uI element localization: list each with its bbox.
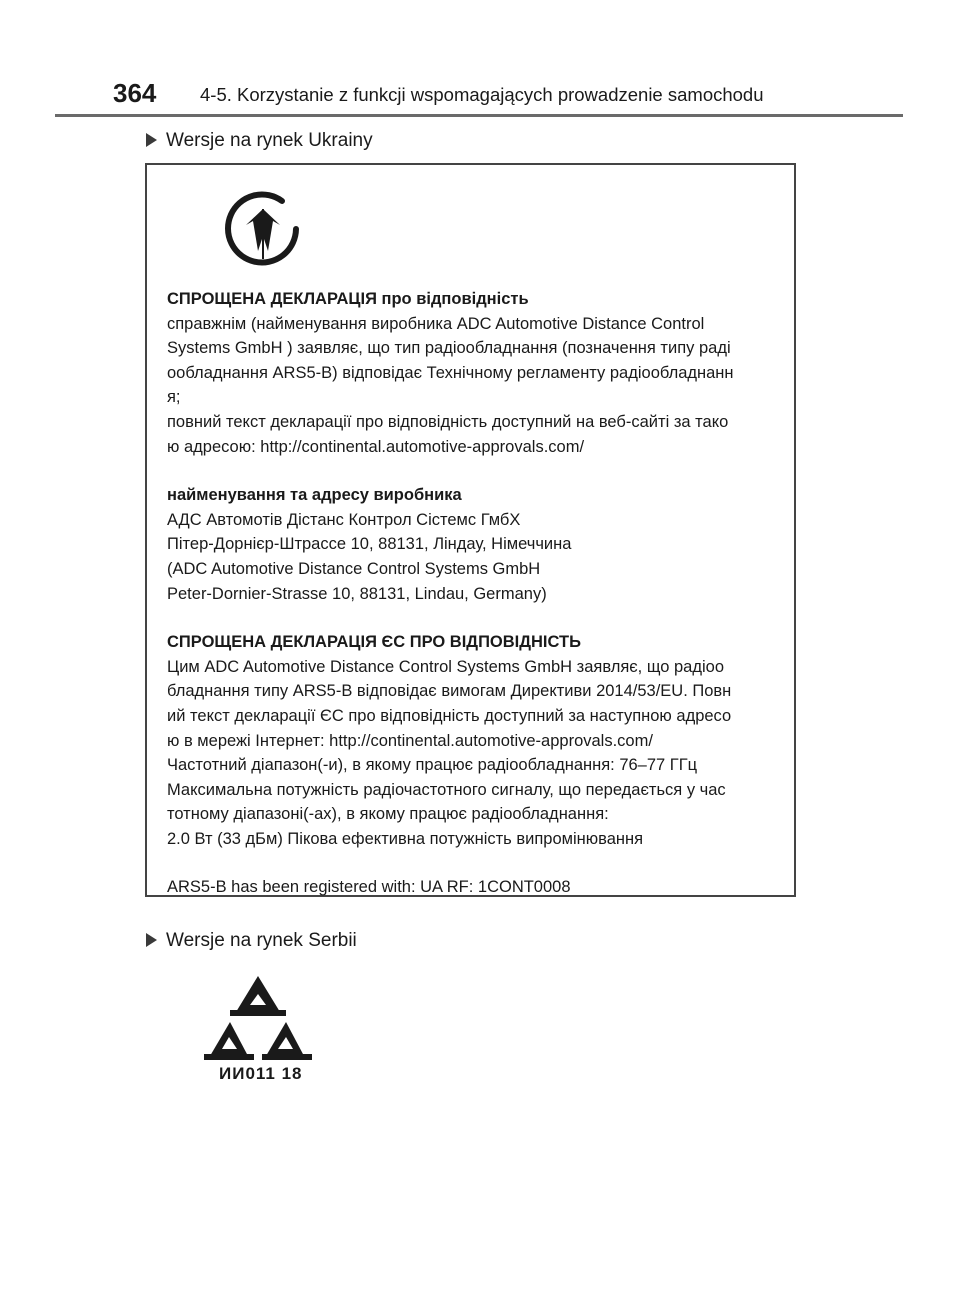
declaration-box — [145, 163, 796, 897]
declaration-line: я; — [167, 388, 181, 407]
declaration-eu-line: Частотний діапазон(-и), в якому працює радіообладнання: 76–77 ГГц — [167, 756, 698, 775]
arrow-right-icon — [146, 133, 157, 147]
declaration-line: Systems GmbH ) заявляє, що тип радіообладнання (позначення типу раді — [167, 339, 731, 358]
declaration-title-1: СПРОЩЕНА ДЕКЛАРАЦІЯ про відповідність — [167, 290, 529, 308]
section-heading-ukraine — [146, 129, 373, 153]
declaration-line: справжнім (найменування виробника ADC Automotive Distance Control — [167, 314, 705, 333]
declaration-line: ообладнання ARS5-B) відповідає Технічному регламенту радіообладнанн — [167, 363, 734, 382]
declaration-eu-line: 2.0 Вт (33 дБм) Пікова ефективна потужність випромінювання — [167, 829, 644, 848]
manufacturer-line: АДС Автомотів Дістанс Контрол Сістемс ГмбХ — [167, 510, 521, 529]
ukraine-conformity-mark-icon — [216, 181, 306, 271]
header-divider — [55, 114, 903, 117]
page-header — [55, 78, 903, 116]
declaration-title-eu: СПРОЩЕНА ДЕКЛАРАЦІЯ ЄС ПРО ВІДПОВІДНІСТЬ — [167, 633, 581, 652]
declaration-eu-line: Цим ADC Automotive Distance Control Systems GmbH заявляє, що радіоо — [167, 657, 725, 676]
paragraph-gap — [167, 459, 792, 483]
declaration-eu-line: ий текст декларації ЄС про відповідність доступний за наступною адресо — [167, 706, 732, 725]
section-heading-serbia — [146, 929, 357, 953]
page-number: 364 — [113, 78, 157, 108]
paragraph-gap — [167, 606, 792, 630]
manufacturer-title: найменування та адресу виробника — [167, 486, 462, 505]
section-heading-ukraine-label: Wersje na rynek Ukrainy — [166, 130, 373, 151]
declaration-eu-line: Максимальна потужність радіочастотного сигналу, що передається у час — [167, 780, 726, 799]
manufacturer-line: (ADC Automotive Distance Control Systems GmbH — [167, 559, 541, 578]
manufacturer-line: Peter-Dornier-Strasse 10, 88131, Lindau, Germany) — [167, 584, 547, 603]
serbia-mark-code: ИИ011 18 — [219, 1064, 303, 1083]
paragraph-gap — [167, 851, 792, 875]
declaration-line: ю адресою: http://continental.automotive-approvals.com/ — [167, 437, 585, 456]
chapter-title: 4-5. Korzystanie z funkcji wspomagających prowadzenie samochodu — [200, 84, 764, 105]
declaration-eu-line: бладнання типу ARS5-B відповідає вимогам Директиви 2014/53/EU. Повн — [167, 682, 732, 701]
declaration-eu-line: ю в мережі Інтернет: http://continental.automotive-approvals.com/ — [167, 731, 653, 750]
section-heading-serbia-label: Wersje na rynek Serbii — [166, 930, 357, 951]
declaration-line: повний текст декларації про відповідність доступний на веб-сайті за тако — [167, 412, 729, 431]
declaration-text — [167, 287, 792, 900]
registration-line: ARS5-B has been registered with: UA RF: 1CONT0008 — [167, 878, 571, 897]
declaration-eu-line: тотному діапазоні(-ах), в якому працює радіообладнання: — [167, 805, 609, 824]
arrow-right-icon — [146, 933, 157, 947]
manufacturer-line: Пітер-Дорнієр-Штрассе 10, 88131, Ліндау, Німеччина — [167, 535, 572, 554]
